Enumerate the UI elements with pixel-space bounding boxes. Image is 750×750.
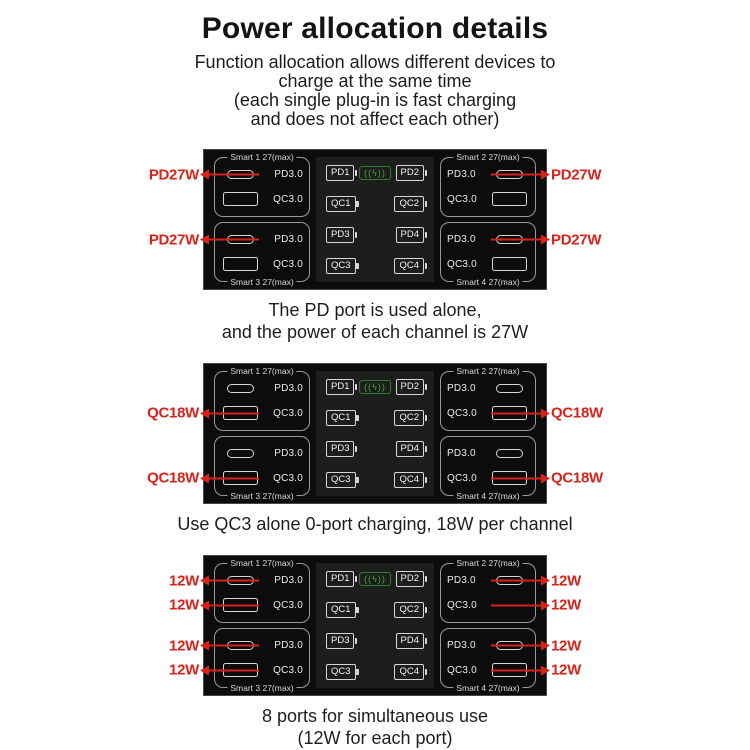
quadrant-right-top [440,558,581,623]
battery-indicator-icon: PD2 [396,379,424,395]
display-row [326,379,424,395]
power-annotation-label: PD27W [551,231,602,249]
arrow-left-icon [200,408,209,418]
arrow-right-icon [541,235,550,245]
quadrant-label: Smart 1 27(max) [227,152,296,162]
pd-port-label: PD3.0 [274,234,303,246]
battery-indicator-icon: PD3 [326,441,354,457]
display-row [326,602,424,618]
usb-a-port-icon [492,471,527,485]
page-subtitle [0,53,750,129]
quadrant-label: Smart 3 27(max) [227,491,296,501]
quadrant-left-top [169,558,310,623]
battery-indicator-icon: QC3 [326,258,356,274]
usb-a-port-icon [223,471,258,485]
qc-port-label: QC3.0 [273,258,303,270]
arrow-left-icon [200,473,209,483]
caption-line: The PD port is used alone, [268,300,482,320]
usb-a-port-icon [223,257,258,271]
power-annotation-label: PD27W [148,231,199,249]
sections [0,149,750,749]
quadrant-right-bottom [440,628,581,693]
pd-port-label: PD3.0 [447,640,476,652]
quadrant-label: Smart 2 27(max) [453,152,522,162]
arrow-right-icon [541,170,550,180]
display-row [326,571,424,587]
arrow-right-icon [541,473,550,483]
pd-port-label: PD3.0 [274,640,303,652]
qc-port-row [147,401,303,425]
power-annotation-label: 12W [551,637,581,655]
pd-port-label: PD3.0 [274,169,303,181]
usb-c-port-icon [496,384,523,393]
pd-port-row [148,163,303,187]
caption-line: Use QC3 alone 0-port charging, 18W per channel [177,514,573,534]
arrow-right-icon [541,665,550,675]
usb-c-port-icon [496,576,523,585]
pd-port-label: PD3.0 [447,169,476,181]
usb-c-port-icon [496,170,523,179]
qc-port-row [447,187,529,211]
quadrant-right-top [440,366,603,431]
panel-row [0,149,750,290]
display-row [326,410,424,426]
right-quadrants [440,152,602,287]
battery-indicator-icon: QC3 [326,664,356,680]
subtitle-line: Function allocation allows different devices to [194,52,556,72]
battery-indicator-icon: QC3 [326,472,356,488]
pd-port-row [447,163,602,187]
arrow-left-icon [200,170,209,180]
panel-row [0,555,750,696]
qc-port-row [447,658,581,682]
display-row [326,227,424,243]
quadrant-label: Smart 4 27(max) [453,491,522,501]
display-row [326,165,424,181]
power-section-3 [0,555,750,749]
qc-port-row [169,593,303,617]
led-display [316,157,434,282]
usb-c-port-icon [496,449,523,458]
qc-port-label: QC3.0 [273,407,303,419]
qc-port-row [221,187,303,211]
power-annotation-label: 12W [169,637,199,655]
quadrant-label: Smart 1 27(max) [227,366,296,376]
arrow-left-icon [200,665,209,675]
power-annotation-label: 12W [551,661,581,679]
caption-line: and the power of each channel is 27W [221,322,529,342]
pd-port-row [148,228,303,252]
battery-indicator-icon: QC2 [394,602,424,618]
qc-port-row [169,658,303,682]
quadrant-label: Smart 3 27(max) [227,277,296,287]
qc-port-label: QC3.0 [447,472,477,484]
power-annotation-label: 12W [551,572,581,590]
quadrant-right-bottom [440,436,603,501]
pd-port-label: PD3.0 [274,448,303,460]
usb-c-port-icon [227,235,254,244]
battery-indicator-icon: PD2 [396,165,424,181]
quadrant-label: Smart 2 27(max) [453,558,522,568]
usb-a-port-icon [492,257,527,271]
pd-port-label: PD3.0 [447,575,476,587]
right-quadrants [440,366,603,501]
power-annotation-label: 12W [551,596,581,614]
power-section-2 [0,363,750,535]
quadrant-label: Smart 2 27(max) [453,366,522,376]
wireless-charging-icon: ((ϟ)) [359,380,391,394]
power-annotation [491,597,581,614]
power-annotation-label: 12W [169,572,199,590]
power-annotation-label: QC18W [551,469,603,487]
right-quadrants [440,558,581,693]
usb-a-port-icon [223,598,258,612]
display-row [326,441,424,457]
left-quadrants [147,366,310,501]
quadrant-left-top [147,366,310,431]
qc-port-label: QC3.0 [273,193,303,205]
quadrant-left-bottom [169,628,310,693]
subtitle-line: and does not affect each other) [250,109,500,129]
usb-c-port-icon [227,641,254,650]
battery-indicator-icon: QC1 [326,602,356,618]
battery-indicator-icon: PD4 [396,633,424,649]
pd-port-row [447,569,581,593]
charger-device [169,555,581,696]
usb-c-port-icon [227,449,254,458]
qc-port-label: QC3.0 [447,193,477,205]
display-row [326,196,424,212]
battery-indicator-icon: PD1 [326,379,354,395]
charger-device [147,363,603,504]
usb-c-port-icon [227,576,254,585]
pd-port-label: PD3.0 [447,448,476,460]
qc-port-row [447,466,603,490]
power-annotation-label: QC18W [147,404,199,422]
power-annotation-label: 12W [169,596,199,614]
usb-c-port-icon [496,641,523,650]
battery-indicator-icon: QC4 [394,258,424,274]
battery-indicator-icon: QC4 [394,472,424,488]
quadrant-label: Smart 1 27(max) [227,558,296,568]
wireless-charging-icon: ((ϟ)) [359,572,391,586]
pd-port-row [447,377,529,401]
usb-a-port-icon [492,192,527,206]
pd-port-label: PD3.0 [447,234,476,246]
arrow-line [491,604,541,607]
power-annotation-label: PD27W [148,166,199,184]
pd-port-row [447,228,602,252]
arrow-right-icon [541,641,550,651]
power-annotation-label: 12W [169,661,199,679]
battery-indicator-icon: QC2 [394,196,424,212]
arrow-right-icon [541,576,550,586]
quadrant-left-bottom [147,436,310,501]
header [0,0,750,129]
quadrant-left-top [148,152,310,217]
page-title: Power allocation details [201,12,549,45]
usb-c-port-icon [227,384,254,393]
arrow-left-icon [200,235,209,245]
battery-indicator-icon: QC4 [394,664,424,680]
arrow-left-icon [200,600,209,610]
power-annotation-label: QC18W [551,404,603,422]
charger-device [148,149,602,290]
display-row [326,664,424,680]
qc-port-label: QC3.0 [273,599,303,611]
pd-port-row [447,442,529,466]
caption-line: 8 ports for simultaneous use [261,706,489,726]
battery-indicator-icon: PD3 [326,227,354,243]
battery-indicator-icon: QC2 [394,410,424,426]
pd-port-row [221,442,303,466]
qc-port-row [447,593,581,617]
qc-port-row [447,401,603,425]
quadrant-left-bottom [148,222,310,287]
usb-a-port-icon [223,192,258,206]
power-section-1 [0,149,750,343]
qc-port-label: QC3.0 [447,407,477,419]
caption-line: (12W for each port) [297,728,453,748]
qc-port-label: QC3.0 [273,472,303,484]
quadrant-label: Smart 4 27(max) [453,277,522,287]
left-quadrants [169,558,310,693]
usb-a-port-icon [492,406,527,420]
qc-port-label: QC3.0 [447,258,477,270]
quadrant-right-top [440,152,602,217]
display-row [326,472,424,488]
led-display [316,371,434,496]
usb-a-port-icon [223,663,258,677]
qc-port-label: QC3.0 [447,599,477,611]
qc-port-row [221,252,303,276]
panel-caption [0,705,750,749]
arrow-left-icon [200,641,209,651]
power-annotation-label: PD27W [551,166,602,184]
pd-port-row [221,377,303,401]
battery-indicator-icon: PD3 [326,633,354,649]
usb-a-port-icon [492,663,527,677]
battery-indicator-icon: PD2 [396,571,424,587]
usb-c-port-icon [227,170,254,179]
pd-port-row [447,634,581,658]
battery-indicator-icon: QC1 [326,410,356,426]
panel-caption [0,299,750,343]
quadrant-label: Smart 3 27(max) [227,683,296,693]
pd-port-row [169,569,303,593]
quadrant-right-bottom [440,222,602,287]
display-row [326,258,424,274]
arrow-left-icon [200,576,209,586]
pd-port-label: PD3.0 [447,383,476,395]
power-annotation-label: QC18W [147,469,199,487]
arrow-right-icon [541,408,550,418]
pd-port-label: PD3.0 [274,575,303,587]
battery-indicator-icon: PD1 [326,165,354,181]
pd-port-label: PD3.0 [274,383,303,395]
qc-port-label: QC3.0 [273,664,303,676]
quadrant-label: Smart 4 27(max) [453,683,522,693]
battery-indicator-icon: PD1 [326,571,354,587]
battery-indicator-icon: PD4 [396,441,424,457]
display-row [326,633,424,649]
wireless-charging-icon: ((ϟ)) [359,166,391,180]
pd-port-row [169,634,303,658]
subtitle-line: charge at the same time [278,71,472,91]
usb-a-port-icon [223,406,258,420]
arrow-right-icon [541,600,550,610]
qc-port-row [447,252,529,276]
qc-port-row [147,466,303,490]
panel-caption [0,513,750,535]
subtitle-line: (each single plug-in is fast charging [233,90,517,110]
battery-indicator-icon: PD4 [396,227,424,243]
usb-c-port-icon [496,235,523,244]
qc-port-label: QC3.0 [447,664,477,676]
panel-row [0,363,750,504]
battery-indicator-icon: QC1 [326,196,356,212]
led-display [316,563,434,688]
left-quadrants [148,152,310,287]
